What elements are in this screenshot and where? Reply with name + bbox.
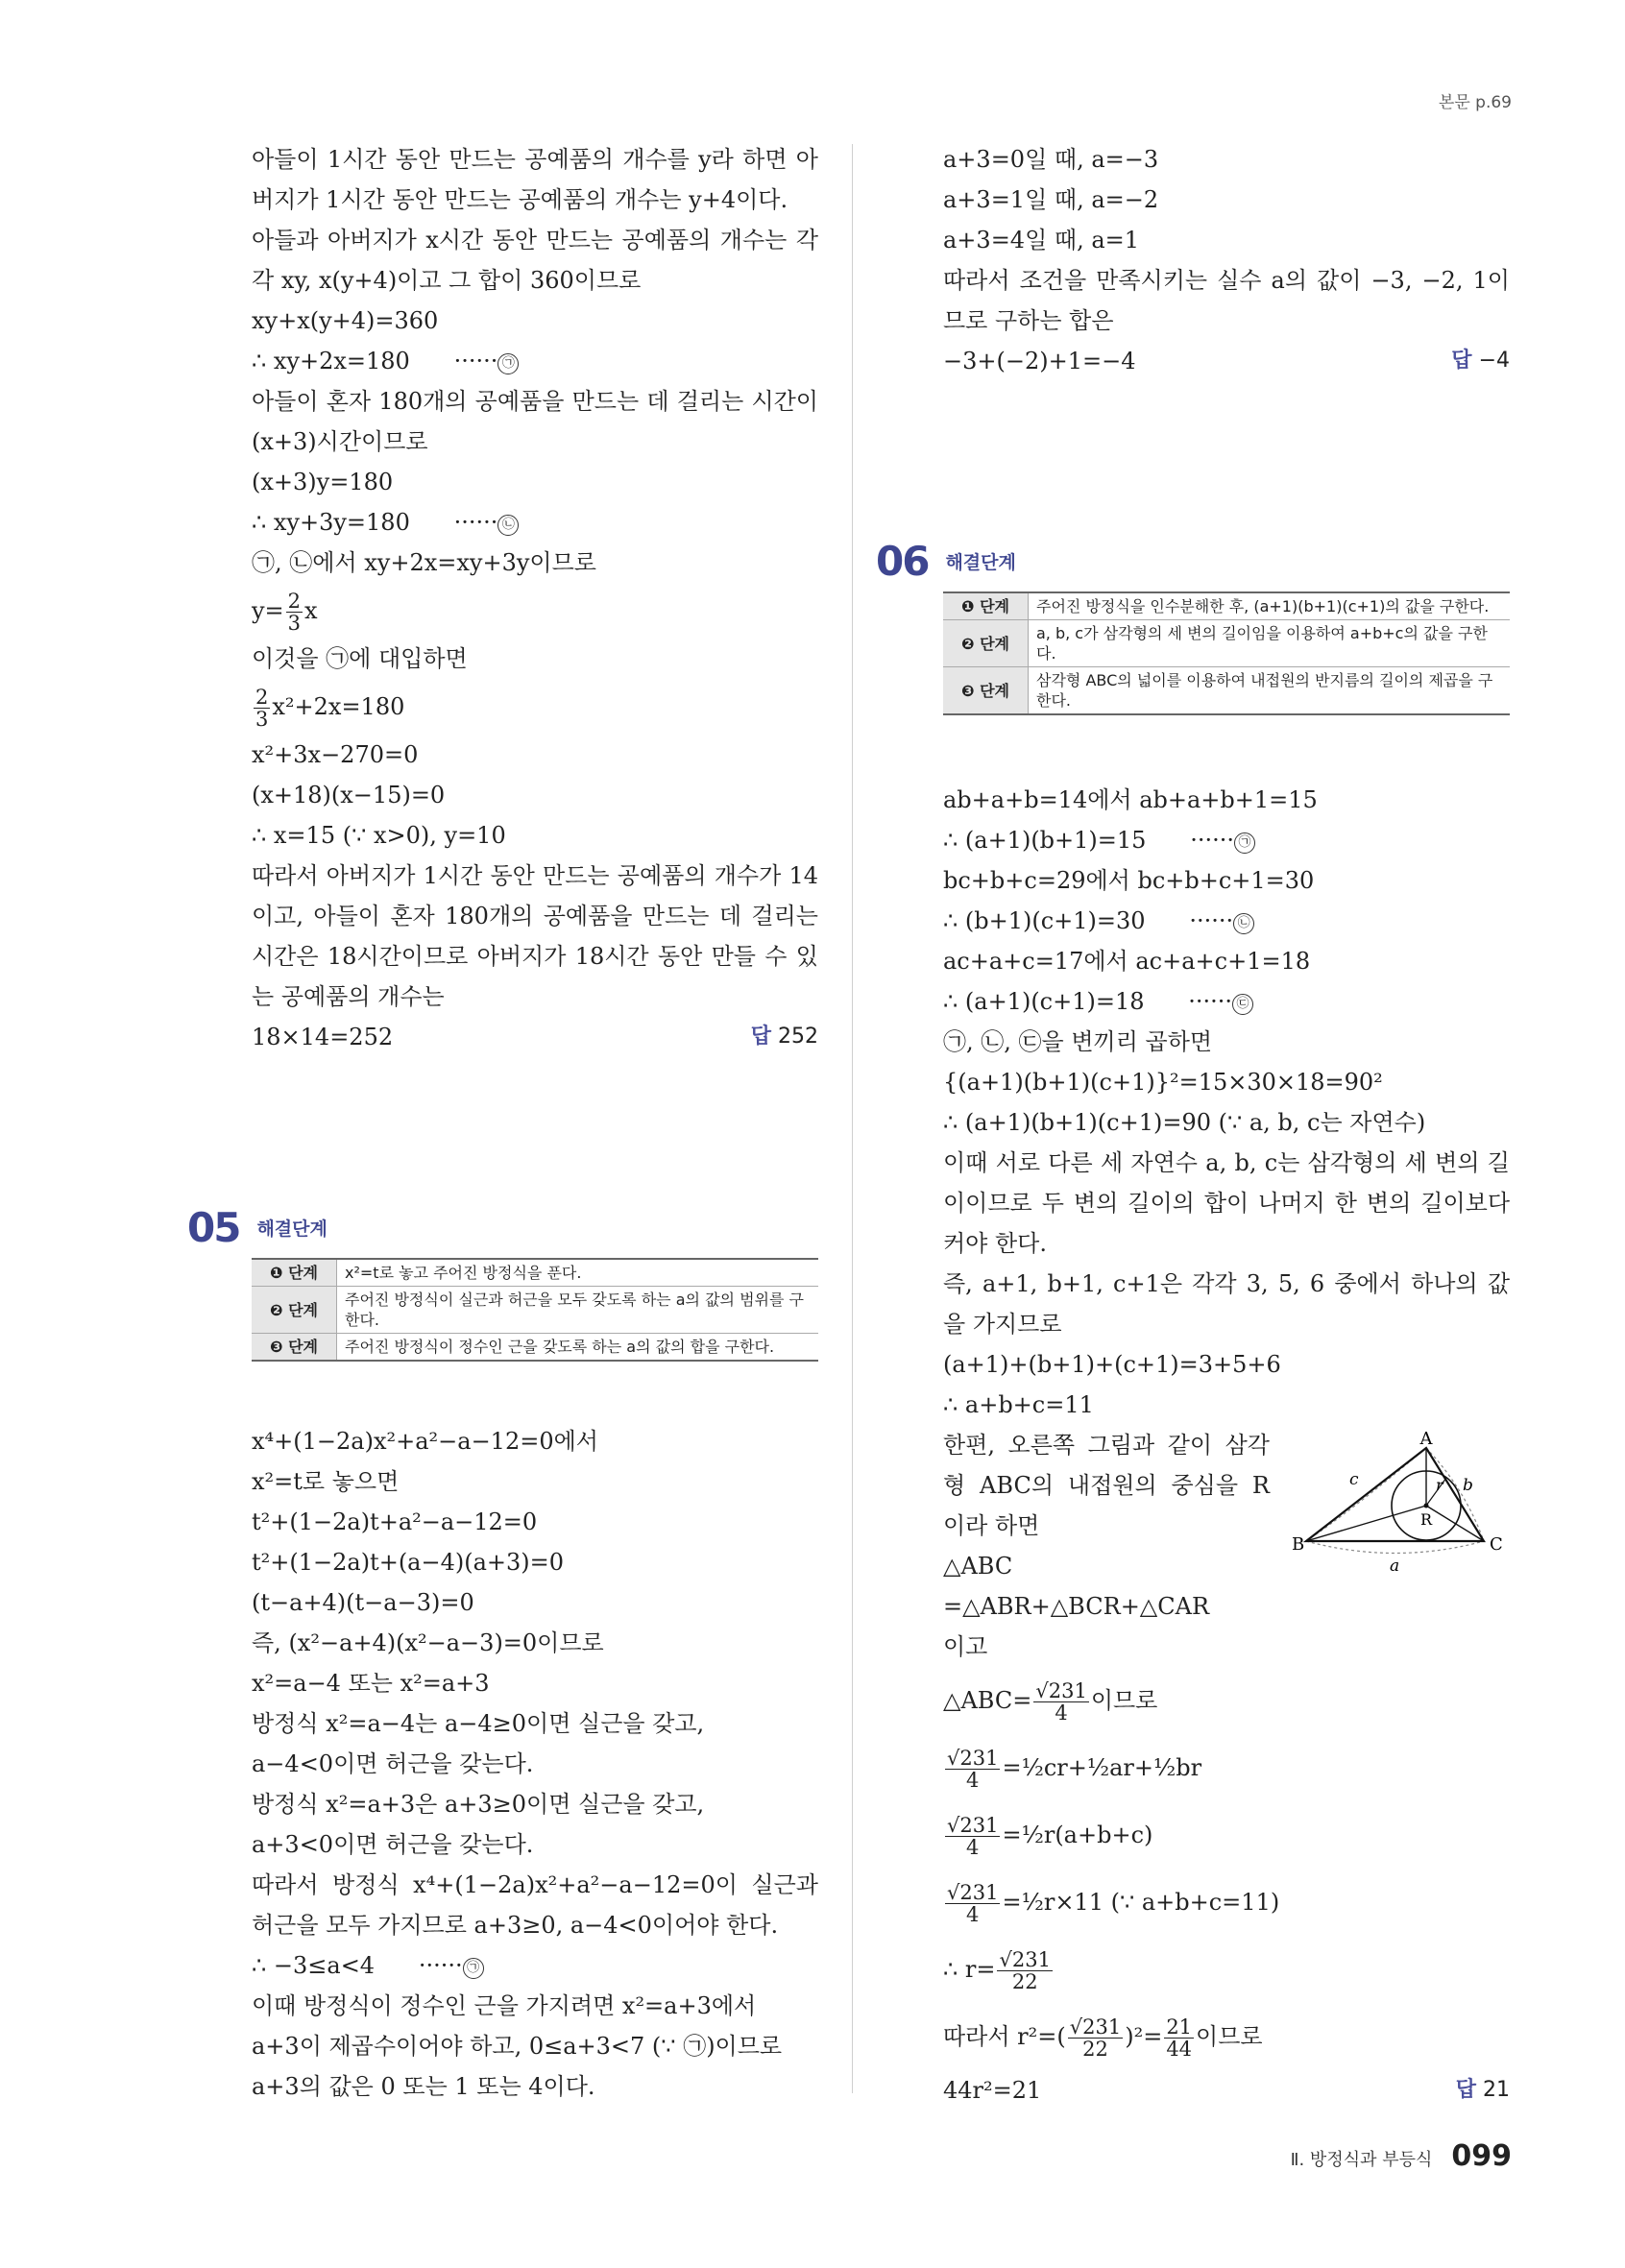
step-row — [252, 1334, 818, 1362]
fraction: $\frac{√231}{4}$ — [1035, 1679, 1087, 1725]
label-r-center: R — [1420, 1510, 1433, 1529]
equation: ∴ −3≤a<4 — [252, 1952, 376, 1979]
fraction: $\frac{21}{44}$ — [1166, 2015, 1193, 2061]
section-title: 해결단계 — [256, 1218, 327, 1240]
text-line: 커야 한다. — [943, 1230, 1047, 1257]
mark-3: ㉢ — [1232, 994, 1253, 1015]
equation-line: ∴ (b+1)(c+1)=30 ······ ㉡ — [943, 901, 1510, 941]
equation-line: ∴ (a+1)(b+1)(c+1)=90 (∵ a, b, c는 자연수) — [943, 1109, 1426, 1136]
equation-line: ∴ a+b+c=11 — [943, 1391, 1094, 1418]
step-row — [943, 667, 1510, 715]
equation: ∴ (a+1)(c+1)=18 — [943, 988, 1145, 1015]
answer — [751, 1017, 818, 1057]
section-number: 06 — [876, 538, 929, 585]
step-label: ❶ 단계 — [943, 592, 1029, 620]
text-line: 을 가지므로 — [943, 1311, 1062, 1338]
text-line: 아들이 1시간 동안 만드는 공예품의 개수를 y라 하면 아 — [252, 146, 818, 173]
equation-line: a+3=4일 때, a=1 — [943, 227, 1140, 253]
section-number: 05 — [187, 1204, 240, 1251]
equation-line: x⁴+(1−2a)x²+a²−a−12=0에서 — [252, 1428, 598, 1455]
text-line: 는 공예품의 개수는 — [252, 983, 445, 1010]
triangle-abc — [1306, 1448, 1484, 1541]
step-label: ❷ 단계 — [943, 620, 1029, 667]
answer-value: 21 — [1483, 2078, 1510, 2102]
text-line: 따라서 아버지가 1시간 동안 만드는 공예품의 개수가 14 — [252, 862, 818, 889]
equation-line: ∴ x=15 (∵ x>0), y=10 — [252, 822, 506, 849]
step-label: ❷ 단계 — [252, 1287, 337, 1334]
text-line: 아들과 아버지가 x시간 동안 만드는 공예품의 개수는 각 — [252, 227, 818, 253]
answer-label: 답 — [750, 1025, 771, 1049]
equation-line: ∴ xy+3y=180 ······ ㉡ — [252, 502, 818, 543]
equation-line: x²=t로 놓으면 — [252, 1468, 400, 1495]
section-06-header — [876, 538, 1016, 585]
mark-2: ㉡ — [497, 515, 519, 536]
equation-line: ∴ (a+1)(b+1)=15 ······ ㉠ — [943, 820, 1510, 860]
equation-line: a+3=0일 때, a=−3 — [943, 146, 1159, 173]
text-line: 버지가 1시간 동안 만드는 공예품의 개수는 y+4이다. — [252, 186, 788, 213]
step-label: ❸ 단계 — [252, 1334, 337, 1362]
equation: ∴ xy+2x=180 — [252, 348, 410, 374]
text-line: a−4<0이면 허근을 갖는다. — [252, 1750, 534, 1777]
final-expression: 18×14=252 — [252, 1024, 394, 1050]
text-line: 따라서 방정식 x⁴+(1−2a)x²+a²−a−12=0이 실근과 — [252, 1871, 818, 1898]
fraction-equation: ∴ r= $\frac{√231}{22}$ — [943, 1948, 1051, 1993]
equation-line: x²+3x−270=0 — [252, 741, 419, 768]
section-title: 해결단계 — [945, 552, 1016, 573]
fraction-equation: $\frac{√231}{4}$ =½r(a+b+c) — [947, 1814, 1153, 1859]
fraction: $\frac{√231}{22}$ — [1069, 2015, 1122, 2061]
label-a-vertex: A — [1419, 1431, 1433, 1449]
text-line: (x+3)시간이므로 — [252, 428, 428, 455]
answer-row — [943, 2070, 1510, 2111]
step-text: 주어진 방정식이 정수인 근을 갖도록 하는 a의 값의 합을 구한다. — [337, 1334, 819, 1362]
fraction-equation: $\frac{√231}{4}$ =½r×11 (∵ a+b+c=11) — [947, 1881, 1280, 1926]
side-a-arc — [1306, 1541, 1484, 1554]
fraction: $\frac{2}{3}$ — [255, 686, 269, 731]
step-text: 삼각형 ABC의 넓이를 이용하여 내접원의 반지름의 길이의 제곱을 구한다. — [1029, 667, 1511, 715]
center-point — [1424, 1504, 1429, 1508]
text-line: 이이므로 두 변의 길이의 합이 나머지 한 변의 길이보다 — [943, 1190, 1510, 1217]
step-table-05 — [252, 1258, 818, 1362]
equation-line: (t−a+4)(t−a−3)=0 — [252, 1589, 474, 1616]
page-number: 099 — [1451, 2139, 1512, 2173]
equation-line: ∴ xy+2x=180 ······ ㉠ — [252, 341, 818, 381]
text-line: 각 xy, x(y+4)이고 그 합이 360이므로 — [252, 267, 642, 294]
step-text: a, b, c가 삼각형의 세 변의 길이임을 이용하여 a+b+c의 값을 구한다. — [1029, 620, 1511, 667]
fraction: $\frac{√231}{4}$ — [947, 1747, 999, 1792]
equation-line: ∴ (a+1)(c+1)=18 ······ ㉢ — [943, 981, 1510, 1022]
equation-line: a+3=1일 때, a=−2 — [943, 186, 1159, 213]
text-line: 즉, a+1, b+1, c+1은 각각 3, 5, 6 중에서 하나의 값 — [943, 1270, 1510, 1297]
equation-line: (x+3)y=180 — [252, 469, 394, 495]
text-line: 아들이 혼자 180개의 공예품을 만드는 데 걸리는 시간이 — [252, 388, 818, 415]
fraction: $\frac{√231}{4}$ — [947, 1814, 999, 1859]
right-column-top — [943, 139, 1510, 381]
equation: ∴ xy+3y=180 — [252, 509, 410, 536]
fraction-equation: △ABC= $\frac{√231}{4}$ 이므로 — [943, 1679, 1158, 1725]
label-side-b: b — [1463, 1476, 1473, 1495]
answer-label: 답 — [1451, 349, 1472, 373]
label-b-vertex: B — [1292, 1534, 1305, 1555]
label-c-vertex: C — [1490, 1534, 1503, 1555]
mark-1: ㉠ — [497, 353, 519, 374]
answer-row — [252, 1017, 818, 1057]
segment-rc — [1426, 1506, 1484, 1541]
answer-value: −4 — [1478, 349, 1510, 373]
step-text: 주어진 방정식이 실근과 허근을 모두 갖도록 하는 a의 값의 범위를 구한다. — [337, 1287, 819, 1334]
fraction: $\frac{√231}{4}$ — [947, 1881, 999, 1926]
equation-line: x²=a−4 또는 x²=a+3 — [252, 1670, 490, 1697]
label-r-radius: r — [1436, 1476, 1443, 1494]
step-row — [943, 592, 1510, 620]
step-row — [252, 1259, 818, 1287]
section-05-header — [187, 1204, 327, 1251]
page-footer — [1291, 2139, 1512, 2173]
text-line: 따라서 조건을 만족시키는 실수 a의 값이 −3, −2, 1이 — [943, 267, 1510, 294]
equation-line: t²+(1−2a)t+a²−a−12=0 — [252, 1508, 538, 1535]
final-expression: 44r²=21 — [943, 2077, 1042, 2104]
step-row — [252, 1287, 818, 1334]
equation-line: {(a+1)(b+1)(c+1)}²=15×30×18=90² — [943, 1069, 1383, 1096]
label-side-a: a — [1390, 1556, 1400, 1575]
equation-line: xy+x(y+4)=360 — [252, 307, 439, 334]
text-line: 형 ABC의 내접원의 중심을 R — [943, 1472, 1270, 1499]
text-line: 이라 하면 — [943, 1512, 1040, 1539]
answer-label: 답 — [1455, 2078, 1476, 2102]
left-column — [252, 139, 818, 1057]
text-line: 방정식 x²=a−4는 a−4≥0이면 실근을 갖고, — [252, 1710, 705, 1737]
fraction: $\frac{2}{3}$ — [287, 590, 302, 635]
equation-line: (a+1)+(b+1)+(c+1)=3+5+6 — [943, 1351, 1281, 1378]
text-line: 이것을 ㉠에 대입하면 — [252, 645, 468, 672]
final-expression: −3+(−2)+1=−4 — [943, 348, 1136, 374]
text-line: a+3<0이면 허근을 갖는다. — [252, 1831, 534, 1858]
mark-1: ㉠ — [1234, 832, 1255, 854]
equation-line: 즉, (x²−a+4)(x²−a−3)=0이므로 — [252, 1629, 604, 1656]
equation-line: ac+a+c=17에서 ac+a+c+1=18 — [943, 948, 1311, 975]
text-line: a+3의 값은 0 또는 1 또는 4이다. — [252, 2073, 595, 2100]
text-line: 므로 구하는 합은 — [943, 307, 1114, 334]
answer-value: 252 — [778, 1025, 818, 1049]
fraction: $\frac{√231}{22}$ — [999, 1948, 1051, 1993]
equation-line: ab+a+b=14에서 ab+a+b+1=15 — [943, 786, 1318, 813]
chapter-title: Ⅱ. 방정식과 부등식 — [1290, 2150, 1433, 2170]
answer — [1456, 2070, 1510, 2111]
triangle-incircle-figure — [1282, 1431, 1513, 1575]
equation-line: =△ABR+△BCR+△CAR — [943, 1593, 1210, 1620]
equation: ∴ (a+1)(b+1)=15 — [943, 827, 1147, 854]
step-label: ❸ 단계 — [943, 667, 1029, 715]
text-line: 이때 방정식이 정수인 근을 가지려면 x²=a+3에서 — [252, 1992, 757, 2019]
step-text: x²=t로 놓고 주어진 방정식을 푼다. — [337, 1259, 819, 1287]
step-text: 주어진 방정식을 인수분해한 후, (a+1)(b+1)(c+1)의 값을 구한다. — [1029, 592, 1511, 620]
equation-line: bc+b+c=29에서 bc+b+c+1=30 — [943, 867, 1315, 894]
answer — [1451, 341, 1510, 381]
fraction-equation: 따라서 r²=( $\frac{√231}{22}$ )²= $\frac{21}{44}$ 이므로 — [943, 2015, 1263, 2061]
section-05-body — [252, 1421, 818, 2107]
mark-2: ㉡ — [1233, 913, 1254, 934]
text-line: 허근을 모두 가지므로 a+3≥0, a−4<0이어야 한다. — [252, 1912, 779, 1939]
text-line: ㉠, ㉡에서 xy+2x=xy+3y이므로 — [252, 549, 596, 576]
text-line: 이때 서로 다른 세 자연수 a, b, c는 삼각형의 세 변의 길 — [943, 1149, 1510, 1176]
text-line: a+3이 제곱수이어야 하고, 0≤a+3<7 (∵ ㉠)이므로 — [252, 2033, 783, 2060]
column-divider — [852, 144, 853, 2093]
text-line: 한편, 오른쪽 그림과 같이 삼각 — [943, 1432, 1270, 1459]
step-table-06 — [943, 591, 1510, 715]
equation-line: (x+18)(x−15)=0 — [252, 782, 446, 808]
text-line: ㉠, ㉡, ㉢을 변끼리 곱하면 — [943, 1028, 1213, 1055]
label-side-c: c — [1349, 1470, 1359, 1489]
fraction-equation: $\frac{2}{3}$ x²+2x=180 — [255, 686, 405, 731]
fraction-equation: y= $\frac{2}{3}$ x — [252, 590, 318, 635]
step-row — [943, 620, 1510, 667]
equation-line: △ABC — [943, 1553, 1013, 1580]
equation: ∴ (b+1)(c+1)=30 — [943, 907, 1146, 934]
fraction-equation: $\frac{√231}{4}$ =½cr+½ar+½br — [947, 1747, 1202, 1792]
step-label: ❶ 단계 — [252, 1259, 337, 1287]
mark-1: ㉠ — [463, 1958, 484, 1979]
answer-row — [943, 341, 1510, 381]
text-line: 시간은 18시간이므로 아버지가 18시간 동안 만들 수 있 — [252, 943, 818, 970]
equation-line: ∴ −3≤a<4 ······ ㉠ — [252, 1945, 818, 1986]
page-reference: 본문 p.69 — [1438, 93, 1512, 112]
text-line: 방정식 x²=a+3은 a+3≥0이면 실근을 갖고, — [252, 1791, 705, 1818]
text-line: 이고 — [943, 1633, 988, 1660]
equation-line: t²+(1−2a)t+(a−4)(a+3)=0 — [252, 1549, 565, 1576]
text-line: 이고, 아들이 혼자 180개의 공예품을 만드는 데 걸리는 — [252, 903, 818, 929]
